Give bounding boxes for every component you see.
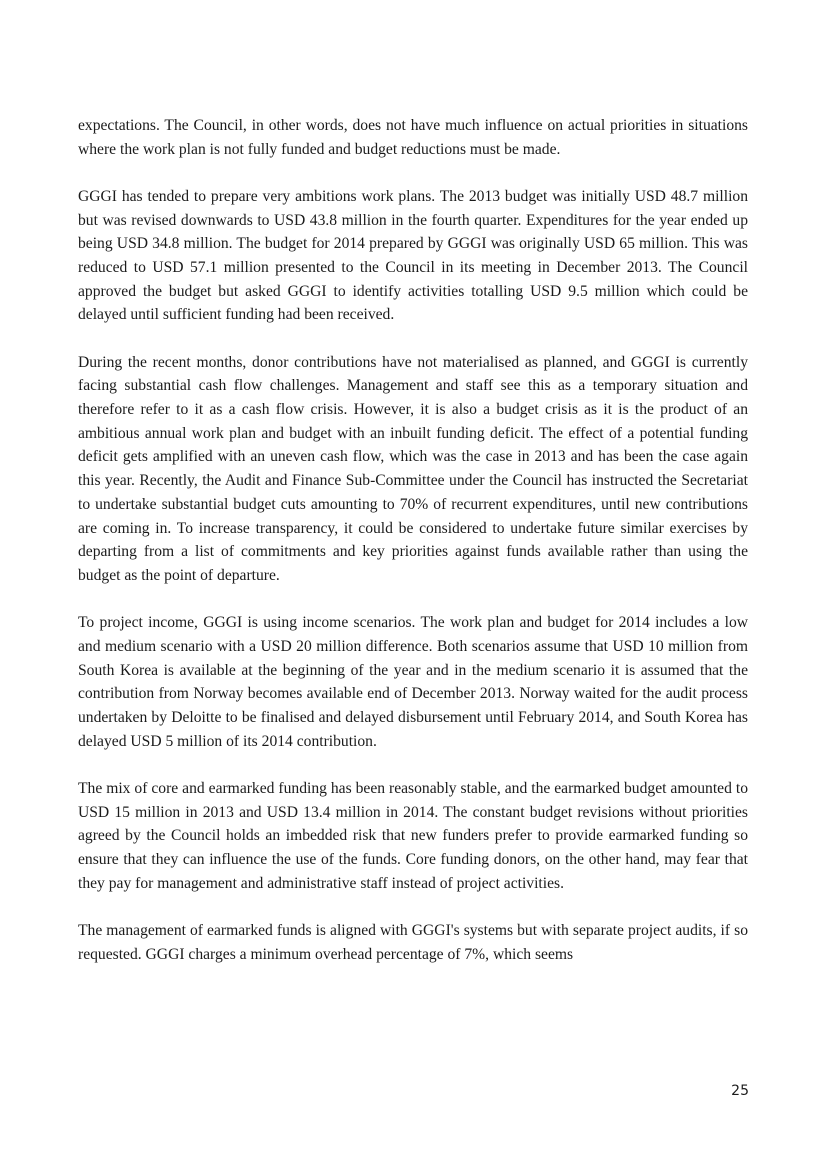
- body-text: [78, 114, 748, 990]
- paragraph-1: expectations. The Council, in other words, does not have much influence on actual priorities in situations where the work plan is not fully funded and budget reductions must be made.: [78, 117, 748, 158]
- page-number: 25: [731, 1083, 749, 1099]
- paragraph-4: To project income, GGGI is using income scenarios. The work plan and budget for 2014 includes a low and medium scenario with a USD 20 million difference. Both scenarios assume that USD 10 million from South Korea is available at the beginning of the year and in the medium scenario it is assumed that the contribution from Norway becomes available end of December 2013. Norway waited for the audit process undertaken by Deloitte to be finalised and delayed disbursement until February 2014, and South Korea has delayed USD 5 million of its 2014 contribution.: [78, 614, 748, 750]
- paragraph-6: The management of earmarked funds is aligned with GGGI's systems but with separate project audits, if so requested. GGGI charges a minimum overhead percentage of 7%, which seems: [78, 921, 748, 963]
- paragraph-5: The mix of core and earmarked funding has been reasonably stable, and the earmarked budget amounted to USD 15 million in 2013 and USD 13.4 million in 2014. The constant budget revisions without priorities agreed by the Council holds an imbedded risk that new funders prefer to provide earmarked funding so ensure that they can influence the use of the funds. Core funding donors, on the other hand, may fear that they pay for management and administrative staff instead of project activities.: [78, 779, 748, 892]
- paragraph-2: GGGI has tended to prepare very ambitions work plans. The 2013 budget was initially USD 48.7 million but was revised downwards to USD 43.8 million in the fourth quarter. Expenditures for the year ended up being USD 34.8 million. The budget for 2014 prepared by GGGI was originally USD 65 million. This was reduced to USD 57.1 million presented to the Council in its meeting in December 2013. The Council approved the budget but asked GGGI to identify activities totalling USD 9.5 million which could be delayed until sufficient funding had been received.: [78, 187, 748, 324]
- paragraph-3: During the recent months, donor contributions have not materialised as planned, and GGGI is currently facing substantial cash flow challenges. Management and staff see this as a temporary situation and therefore refer to it as a cash flow crisis. However, it is also a budget crisis as it is the product of an ambitious annual work plan and budget with an inbuilt funding deficit. The effect of a potential funding deficit gets amplified with an uneven cash flow, which was the case in 2013 and has been the case again this year. Recently, the Audit and Finance Sub-Committee under the Council has instructed the Secretariat to undertake substantial budget cuts amounting to 70% of recurrent expenditures, until new contributions are coming in. To increase transparency, it could be considered to undertake future similar exercises by departing from a list of commitments and key priorities against funds available rather than using the budget as the point of departure.: [78, 353, 748, 584]
